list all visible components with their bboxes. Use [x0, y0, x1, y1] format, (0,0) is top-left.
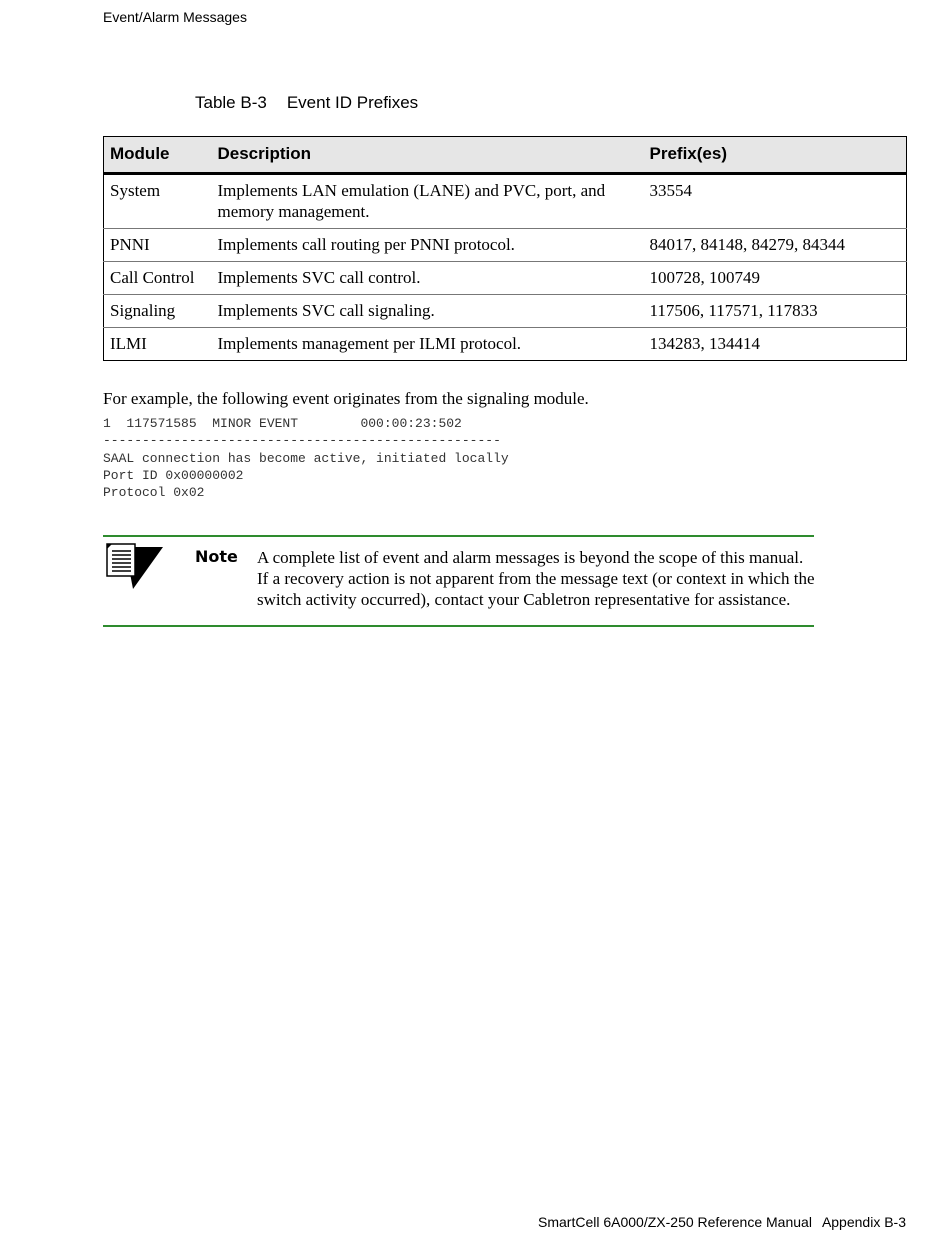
- code-line: Protocol 0x02: [103, 485, 205, 501]
- cell-description: Implements management per ILMI protocol.: [212, 328, 644, 361]
- event-id-prefix-table: [103, 136, 907, 361]
- table-caption-number: Table B-3: [195, 93, 267, 112]
- table-row: [104, 295, 907, 328]
- column-header-description: Description: [212, 137, 644, 174]
- cell-description: Implements SVC call signaling.: [212, 295, 644, 328]
- note-label: Note: [195, 547, 238, 566]
- code-line: 1 117571585 MINOR EVENT 000:00:23:502: [103, 416, 462, 431]
- cell-description: Implements call routing per PNNI protocol.: [212, 229, 644, 262]
- cell-module: PNNI: [104, 229, 212, 262]
- example-intro: For example, the following event originates from the signaling module.: [103, 389, 589, 408]
- table-caption: [195, 93, 418, 113]
- cell-prefixes: 84017, 84148, 84279, 84344: [644, 229, 907, 262]
- running-footer: [538, 1214, 906, 1230]
- table-row: [104, 328, 907, 361]
- table-row: [104, 262, 907, 295]
- code-line: SAAL connection has become active, initiated locally: [103, 450, 509, 466]
- footer-manual-title: SmartCell 6A000/ZX-250 Reference Manual: [538, 1214, 812, 1230]
- running-header: Event/Alarm Messages: [103, 9, 247, 25]
- cell-description: Implements SVC call control.: [212, 262, 644, 295]
- footer-page-ref: Appendix B-3: [821, 1214, 906, 1230]
- cell-module: ILMI: [104, 328, 212, 361]
- table-row: [104, 229, 907, 262]
- cell-description: Implements LAN emulation (LANE) and PVC, port, and memory management.: [212, 174, 644, 229]
- cell-prefixes: 117506, 117571, 117833: [644, 295, 907, 328]
- table-caption-title: Event ID Prefixes: [286, 93, 419, 112]
- note-callout: [103, 535, 814, 627]
- cell-prefixes: 100728, 100749: [644, 262, 907, 295]
- event-code-example: [103, 415, 509, 501]
- cell-prefixes: 134283, 134414: [644, 328, 907, 361]
- code-line: Port ID 0x00000002: [103, 467, 244, 483]
- cell-prefixes: 33554: [644, 174, 907, 229]
- column-header-module: Module: [104, 137, 212, 174]
- cell-module: Call Control: [104, 262, 212, 295]
- note-text: A complete list of event and alarm messages is beyond the scope of this manual. If a recovery action is not apparent from the message text (or context in which the switch activity occurred), contact your Cabletron representative for assistance.: [257, 548, 815, 609]
- table-header-row: [104, 137, 907, 174]
- cell-module: System: [104, 174, 212, 229]
- notepad-icon: [103, 543, 165, 593]
- cell-module: Signaling: [104, 295, 212, 328]
- code-line: ---------------------------------------------------: [103, 433, 501, 449]
- column-header-prefixes: Prefix(es): [644, 137, 907, 174]
- table-row: [104, 174, 907, 229]
